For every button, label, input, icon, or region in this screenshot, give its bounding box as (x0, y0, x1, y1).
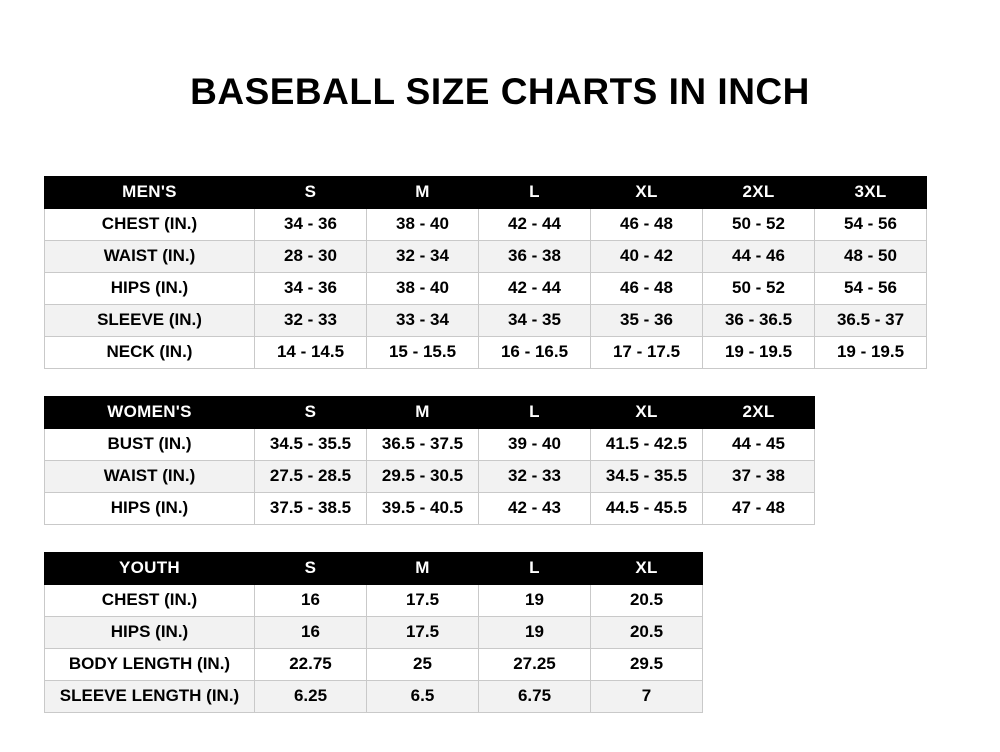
cell: 41.5 - 42.5 (591, 428, 703, 460)
youth-table-body (45, 584, 703, 712)
cell: 17.5 (367, 584, 479, 616)
cell: 42 - 44 (479, 208, 591, 240)
mens-table-body (45, 208, 927, 368)
row-label: CHEST (IN.) (45, 208, 255, 240)
mens-header-cell: 2XL (703, 176, 815, 208)
cell: 38 - 40 (367, 272, 479, 304)
mens-header-cell: L (479, 176, 591, 208)
womens-header-cell: M (367, 396, 479, 428)
row-label: SLEEVE (IN.) (45, 304, 255, 336)
row-label: BODY LENGTH (IN.) (45, 648, 255, 680)
cell: 25 (367, 648, 479, 680)
cell: 14 - 14.5 (255, 336, 367, 368)
cell: 42 - 44 (479, 272, 591, 304)
cell: 36.5 - 37.5 (367, 428, 479, 460)
cell: 16 - 16.5 (479, 336, 591, 368)
cell: 44.5 - 45.5 (591, 492, 703, 524)
cell: 6.75 (479, 680, 591, 712)
cell: 7 (591, 680, 703, 712)
mens-header-cell: M (367, 176, 479, 208)
cell: 46 - 48 (591, 208, 703, 240)
cell: 20.5 (591, 616, 703, 648)
cell: 46 - 48 (591, 272, 703, 304)
youth-header-cell: S (255, 552, 367, 584)
cell: 47 - 48 (703, 492, 815, 524)
cell: 27.25 (479, 648, 591, 680)
cell: 37 - 38 (703, 460, 815, 492)
cell: 20.5 (591, 584, 703, 616)
mens-header-cell: XL (591, 176, 703, 208)
cell: 29.5 - 30.5 (367, 460, 479, 492)
table-row (45, 616, 703, 648)
youth-size-table (44, 552, 703, 713)
cell: 22.75 (255, 648, 367, 680)
cell: 19 (479, 584, 591, 616)
table-row (45, 240, 927, 272)
table-row (45, 584, 703, 616)
tables-container (0, 176, 1000, 713)
table-row (45, 492, 815, 524)
row-label: CHEST (IN.) (45, 584, 255, 616)
cell: 6.25 (255, 680, 367, 712)
table-header-row (45, 176, 927, 208)
cell: 48 - 50 (815, 240, 927, 272)
cell: 17 - 17.5 (591, 336, 703, 368)
cell: 19 - 19.5 (703, 336, 815, 368)
cell: 39 - 40 (479, 428, 591, 460)
table-row (45, 680, 703, 712)
table-row (45, 336, 927, 368)
mens-size-table (44, 176, 927, 369)
row-label: BUST (IN.) (45, 428, 255, 460)
mens-header-cell: MEN'S (45, 176, 255, 208)
womens-header-cell: L (479, 396, 591, 428)
cell: 34 - 35 (479, 304, 591, 336)
womens-header-cell: S (255, 396, 367, 428)
womens-header-cell: 2XL (703, 396, 815, 428)
cell: 34 - 36 (255, 272, 367, 304)
row-label: HIPS (IN.) (45, 616, 255, 648)
row-label: HIPS (IN.) (45, 492, 255, 524)
cell: 15 - 15.5 (367, 336, 479, 368)
cell: 36.5 - 37 (815, 304, 927, 336)
row-label: WAIST (IN.) (45, 240, 255, 272)
cell: 16 (255, 584, 367, 616)
cell: 32 - 34 (367, 240, 479, 272)
womens-header-cell: WOMEN'S (45, 396, 255, 428)
row-label: WAIST (IN.) (45, 460, 255, 492)
page-title: BASEBALL SIZE CHARTS IN INCH (190, 71, 810, 112)
cell: 16 (255, 616, 367, 648)
cell: 37.5 - 38.5 (255, 492, 367, 524)
cell: 34.5 - 35.5 (591, 460, 703, 492)
table-row (45, 272, 927, 304)
cell: 19 (479, 616, 591, 648)
cell: 54 - 56 (815, 208, 927, 240)
womens-size-table (44, 396, 815, 525)
cell: 40 - 42 (591, 240, 703, 272)
table-header-row (45, 552, 703, 584)
cell: 17.5 (367, 616, 479, 648)
cell: 27.5 - 28.5 (255, 460, 367, 492)
cell: 39.5 - 40.5 (367, 492, 479, 524)
cell: 38 - 40 (367, 208, 479, 240)
table-row (45, 648, 703, 680)
mens-table-header (45, 176, 927, 208)
cell: 32 - 33 (255, 304, 367, 336)
womens-table-header (45, 396, 815, 428)
cell: 50 - 52 (703, 272, 815, 304)
cell: 36 - 36.5 (703, 304, 815, 336)
cell: 28 - 30 (255, 240, 367, 272)
cell: 29.5 (591, 648, 703, 680)
cell: 50 - 52 (703, 208, 815, 240)
row-label: SLEEVE LENGTH (IN.) (45, 680, 255, 712)
mens-header-cell: S (255, 176, 367, 208)
youth-header-cell: L (479, 552, 591, 584)
womens-header-cell: XL (591, 396, 703, 428)
cell: 19 - 19.5 (815, 336, 927, 368)
table-header-row (45, 396, 815, 428)
womens-table-body (45, 428, 815, 524)
table-row (45, 208, 927, 240)
table-row (45, 428, 815, 460)
mens-header-cell: 3XL (815, 176, 927, 208)
table-row (45, 460, 815, 492)
cell: 44 - 46 (703, 240, 815, 272)
youth-header-cell: M (367, 552, 479, 584)
cell: 34.5 - 35.5 (255, 428, 367, 460)
cell: 34 - 36 (255, 208, 367, 240)
cell: 32 - 33 (479, 460, 591, 492)
row-label: HIPS (IN.) (45, 272, 255, 304)
youth-header-cell: YOUTH (45, 552, 255, 584)
youth-table-header (45, 552, 703, 584)
cell: 54 - 56 (815, 272, 927, 304)
youth-header-cell: XL (591, 552, 703, 584)
cell: 6.5 (367, 680, 479, 712)
cell: 42 - 43 (479, 492, 591, 524)
cell: 33 - 34 (367, 304, 479, 336)
row-label: NECK (IN.) (45, 336, 255, 368)
cell: 35 - 36 (591, 304, 703, 336)
cell: 44 - 45 (703, 428, 815, 460)
cell: 36 - 38 (479, 240, 591, 272)
table-row (45, 304, 927, 336)
